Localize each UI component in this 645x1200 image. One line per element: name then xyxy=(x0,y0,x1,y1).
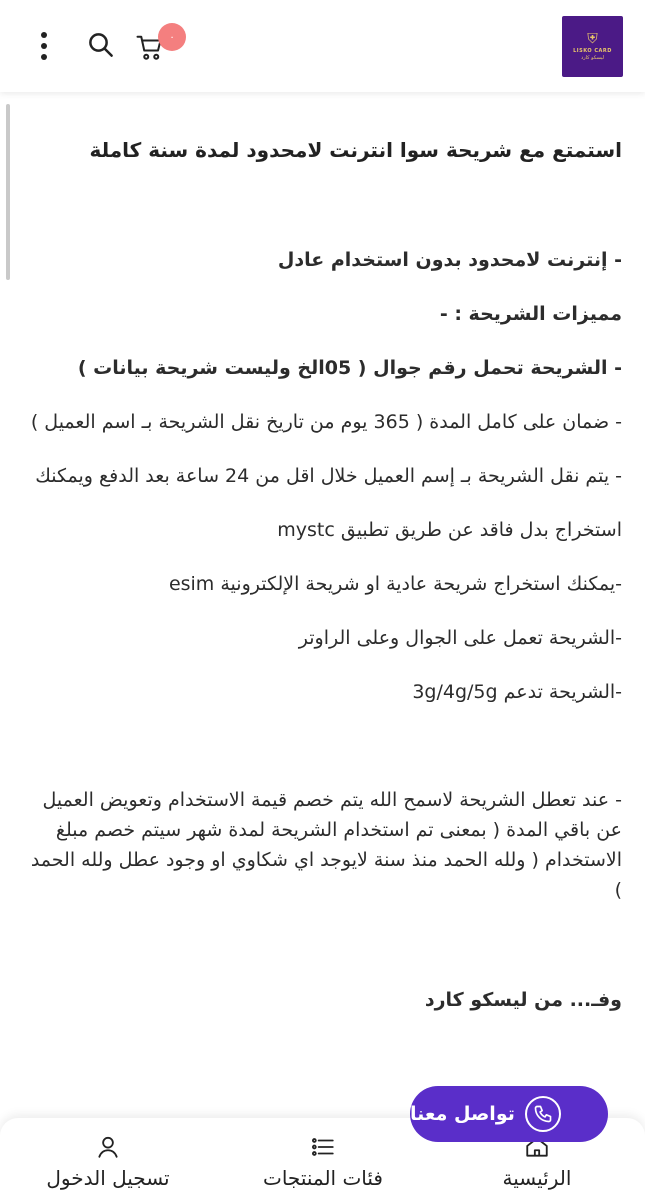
description-line: -الشريحة تعمل على الجوال وعلى الراوتر xyxy=(298,627,622,649)
contact-us-button[interactable] xyxy=(410,1086,608,1142)
description-line: - عند تعطل الشريحة لاسمح الله يتم خصم قيمة الاستخدام وتعويض العميل عن باقي المدة ( بمعنى تم استخدام الشريحة لمدة شهر سيتم خصم مبلغ الاستخدام ( ولله الحمد منذ سنة لايوجد اي شكاوي او وجود عطل ولله الحمد ) xyxy=(30,789,622,901)
description-line: -الشريحة تدعم 3g/4g/5g xyxy=(412,681,622,703)
user-icon xyxy=(95,1134,121,1160)
nav-label-categories: فئات المنتجات xyxy=(263,1166,383,1190)
phone-icon xyxy=(525,1096,561,1132)
nav-label-home: الرئيسية xyxy=(502,1166,572,1190)
nav-item-login[interactable] xyxy=(33,1134,183,1190)
description-headline: استمتع مع شريحة سوا انترنت لامحدود لمدة سنة كاملة xyxy=(89,138,622,162)
brand-logo[interactable] xyxy=(562,16,623,77)
nav-item-categories[interactable] xyxy=(248,1134,398,1190)
description-line: - الشريحة تحمل رقم جوال ( 05الخ وليست شريحة بيانات ) xyxy=(77,357,622,379)
top-bar xyxy=(0,0,645,92)
more-vertical-icon xyxy=(39,30,49,62)
description-line: - إنترنت لامحدود بدون استخدام عادل xyxy=(277,249,622,271)
features-heading: مميزات الشريحة : - xyxy=(439,303,622,325)
description-line: استخراج بدل فاقد عن طريق تطبيق mystc xyxy=(277,519,622,541)
description-line: - يتم نقل الشريحة بـ إسم العميل خلال اقل من 24 ساعة بعد الدفع ويمكنك xyxy=(35,465,622,487)
scrollbar[interactable] xyxy=(6,104,10,280)
nav-label-login: تسجيل الدخول xyxy=(46,1166,170,1190)
cart-count-badge: ٠ xyxy=(158,23,186,51)
product-description xyxy=(22,135,622,1015)
shield-icon: ⛨ xyxy=(587,31,598,47)
description-line: - ضمان على كامل المدة ( 365 يوم من تاريخ نقل الشريحة بـ اسم العميل ) xyxy=(30,411,622,433)
more-options-button[interactable] xyxy=(32,28,56,64)
description-line: -يمكنك استخراج شريحة عادية او شريحة الإلكترونية esim xyxy=(168,573,622,595)
search-button[interactable] xyxy=(84,28,118,62)
description-line: وفـ... من ليسكو كارد xyxy=(424,989,622,1011)
search-icon xyxy=(86,30,116,60)
list-icon xyxy=(310,1134,336,1160)
nav-item-home[interactable] xyxy=(462,1134,612,1190)
logo-text-ar: ليسكو كارد xyxy=(581,55,604,61)
contact-us-label: تواصل معنا xyxy=(410,1103,515,1125)
logo-text-en: LISKO CARD xyxy=(573,48,612,54)
